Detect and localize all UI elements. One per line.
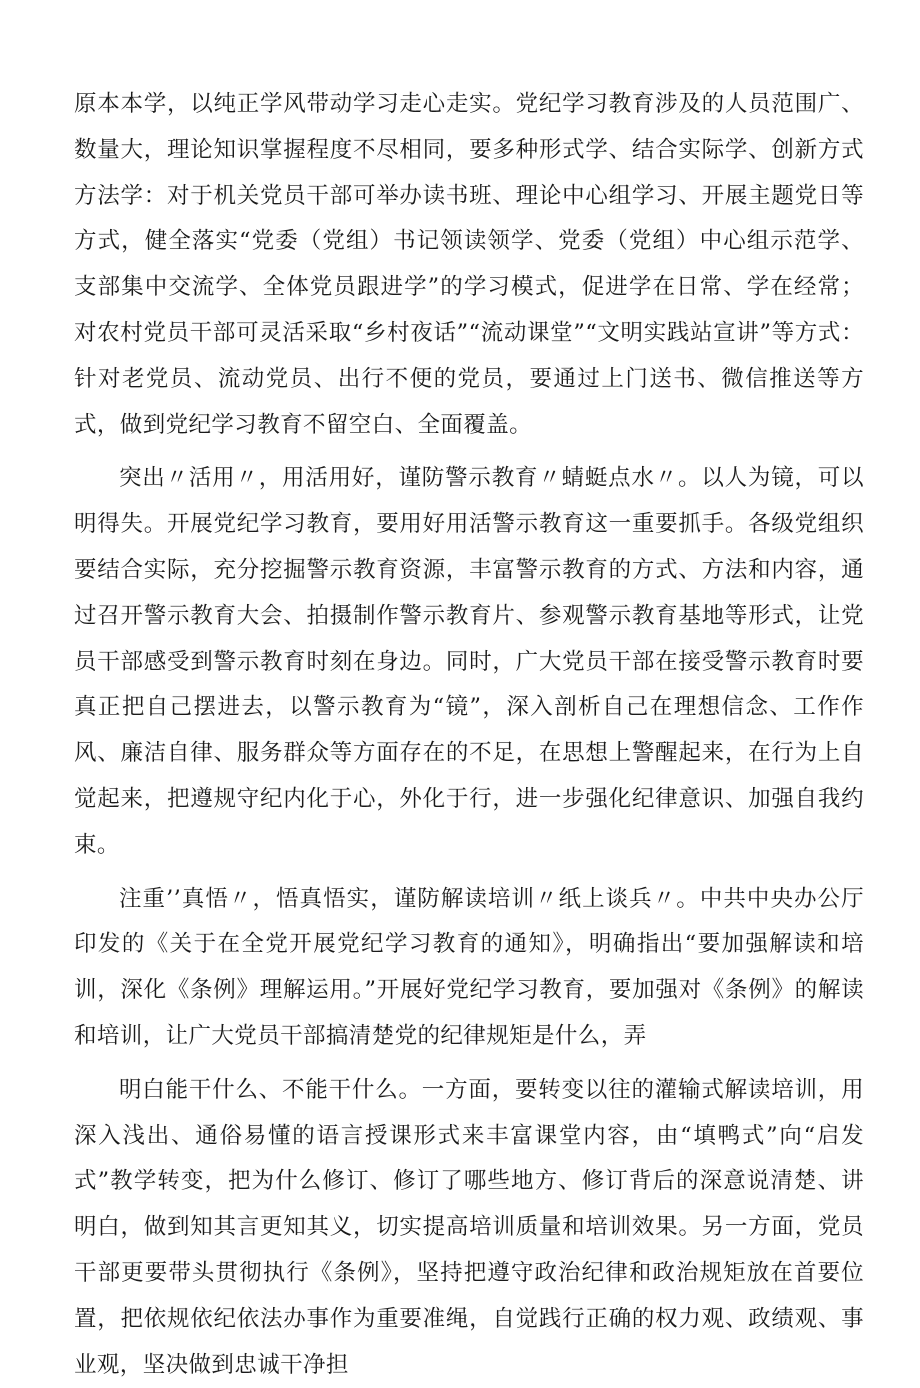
paragraph-mingbai: 明白能干什么、不能干什么。一方面，要转变以往的灌输式解读培训，用深入浅出、通俗易懂的语言授课形式来丰富课堂内容，由“填鸭式”向“启发式”教学转变，把为什么修订、修订了哪些地方、修订背后的深意说清楚、讲明白，做到知其言更知其义，切实提高培训质量和培训效果。另一方面，党员干部更要带头贯彻执行《条例》，坚持把遵守政治纪律和政治规矩放在首要位置，把依规依纪依法办事作为重要准绳，自觉践行正确的权力观、政绩观、事业观，坚决做到忠诚干净担 bbox=[74, 1076, 864, 1378]
document-body bbox=[74, 82, 864, 1388]
paragraph-zhenwu: 注重’’真悟〃，悟真悟实，谨防解读培训〃纸上谈兵〃。中共中央办公厅印发的《关于在全党开展党纪学习教育的通知》，明确指出“要加强解读和培训，深化《条例》理解运用。”开展好党纪学习教育，要加强对《条例》的解读和培训，让广大党员干部搞清楚党的纪律规矩是什么，弄 bbox=[74, 885, 864, 1049]
paragraph-huoyong: 突出〃活用〃，用活用好，谨防警示教育〃蜻蜓点水〃。以人为镜，可以明得失。开展党纪学习教育，要用好用活警示教育这一重要抓手。各级党组织要结合实际，充分挖掘警示教育资源，丰富警示教育的方式、方法和内容，通过召开警示教育大会、拍摄制作警示教育片、参观警示教育基地等形式，让党员干部感受到警示教育时刻在身边。同时，广大党员干部在接受警示教育时要真正把自己摆进去，以警示教育为“镜”，深入剖析自己在理想信念、工作作风、廉洁自律、服务群众等方面存在的不足，在思想上警醒起来，在行为上自觉起来，把遵规守纪内化于心，外化于行，进一步强化纪律意识、加强自我约束。 bbox=[74, 465, 864, 858]
paragraph-continuation: 原本本学，以纯正学风带动学习走心走实。党纪学习教育涉及的人员范围广、数量大，理论知识掌握程度不尽相同，要多种形式学、结合实际学、创新方式方法学：对于机关党员干部可举办读书班、理论中心组学习、开展主题党日等方式，健全落实“党委（党组）书记领读领学、党委（党组）中心组示范学、支部集中交流学、全体党员跟进学”的学习模式，促进学在日常、学在经常；对农村党员干部可灵活采取“乡村夜话”“流动课堂”“文明实践站宣讲”等方式：针对老党员、流动党员、出行不便的党员，要通过上门送书、微信推送等方式，做到党纪学习教育不留空白、全面覆盖。 bbox=[74, 91, 864, 438]
